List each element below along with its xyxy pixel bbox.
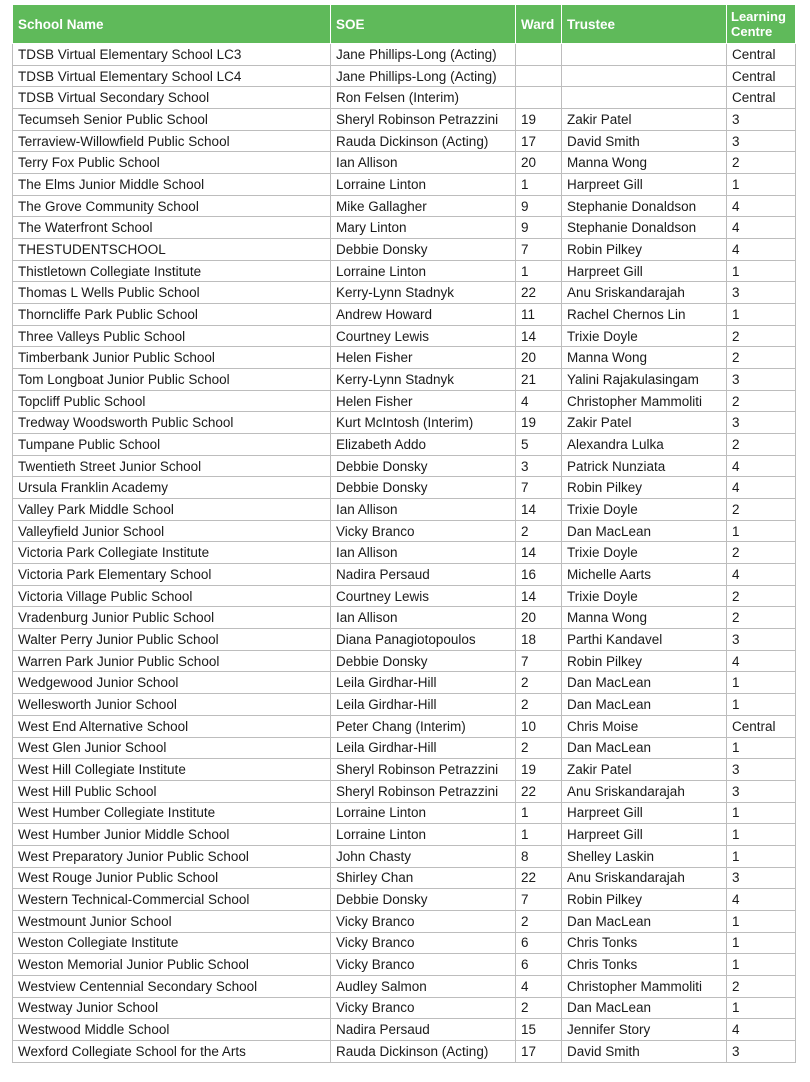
cell-soe: Debbie Donsky [331, 889, 516, 911]
cell-school-name: Western Technical-Commercial School [13, 889, 331, 911]
cell-trustee: Dan MacLean [562, 737, 727, 759]
cell-soe: Vicky Branco [331, 932, 516, 954]
cell-soe: Andrew Howard [331, 304, 516, 326]
cell-ward: 2 [516, 520, 562, 542]
table-row [13, 109, 796, 131]
table-row [13, 65, 796, 87]
cell-learning-centre: 4 [727, 217, 796, 239]
cell-trustee: Christopher Mammoliti [562, 975, 727, 997]
table-row [13, 130, 796, 152]
cell-soe: Helen Fisher [331, 390, 516, 412]
cell-ward: 8 [516, 845, 562, 867]
cell-learning-centre: 3 [727, 412, 796, 434]
cell-school-name: Thistletown Collegiate Institute [13, 260, 331, 282]
cell-soe: Ian Allison [331, 607, 516, 629]
table-row [13, 434, 796, 456]
cell-ward: 22 [516, 867, 562, 889]
cell-trustee: Alexandra Lulka [562, 434, 727, 456]
cell-trustee: Dan MacLean [562, 910, 727, 932]
cell-learning-centre: 1 [727, 694, 796, 716]
cell-school-name: Wexford Collegiate School for the Arts [13, 1040, 331, 1062]
cell-ward: 9 [516, 217, 562, 239]
cell-school-name: The Waterfront School [13, 217, 331, 239]
header-trustee: Trustee [562, 5, 727, 44]
cell-ward: 10 [516, 715, 562, 737]
cell-school-name: Walter Perry Junior Public School [13, 629, 331, 651]
cell-school-name: West Humber Junior Middle School [13, 824, 331, 846]
header-school-name: School Name [13, 5, 331, 44]
table-row [13, 650, 796, 672]
cell-trustee: Robin Pilkey [562, 239, 727, 261]
table-row [13, 607, 796, 629]
cell-soe: Kerry-Lynn Stadnyk [331, 282, 516, 304]
cell-soe: Rauda Dickinson (Acting) [331, 1040, 516, 1062]
cell-trustee: Rachel Chernos Lin [562, 304, 727, 326]
cell-soe: Ian Allison [331, 152, 516, 174]
cell-ward: 18 [516, 629, 562, 651]
cell-learning-centre: 2 [727, 434, 796, 456]
cell-trustee: Michelle Aarts [562, 564, 727, 586]
cell-learning-centre: Central [727, 87, 796, 109]
cell-trustee: Harpreet Gill [562, 260, 727, 282]
cell-ward: 1 [516, 824, 562, 846]
cell-trustee: Zakir Patel [562, 412, 727, 434]
cell-trustee: Christopher Mammoliti [562, 390, 727, 412]
cell-learning-centre: Central [727, 715, 796, 737]
cell-trustee: Zakir Patel [562, 109, 727, 131]
cell-school-name: Warren Park Junior Public School [13, 650, 331, 672]
cell-learning-centre: 4 [727, 239, 796, 261]
cell-soe: John Chasty [331, 845, 516, 867]
cell-school-name: Terraview-Willowfield Public School [13, 130, 331, 152]
cell-ward: 20 [516, 347, 562, 369]
cell-soe: Shirley Chan [331, 867, 516, 889]
cell-soe: Vicky Branco [331, 910, 516, 932]
cell-ward: 20 [516, 607, 562, 629]
cell-school-name: Three Valleys Public School [13, 325, 331, 347]
cell-learning-centre: 1 [727, 260, 796, 282]
cell-learning-centre: Central [727, 65, 796, 87]
cell-learning-centre: 1 [727, 174, 796, 196]
cell-learning-centre: 4 [727, 889, 796, 911]
cell-learning-centre: 2 [727, 975, 796, 997]
cell-ward: 14 [516, 585, 562, 607]
cell-learning-centre: 2 [727, 325, 796, 347]
cell-learning-centre: 1 [727, 824, 796, 846]
cell-ward: 7 [516, 889, 562, 911]
cell-soe: Helen Fisher [331, 347, 516, 369]
cell-school-name: Wellesworth Junior School [13, 694, 331, 716]
cell-ward: 19 [516, 759, 562, 781]
cell-school-name: West Hill Collegiate Institute [13, 759, 331, 781]
cell-school-name: TDSB Virtual Elementary School LC4 [13, 65, 331, 87]
cell-school-name: Victoria Park Elementary School [13, 564, 331, 586]
cell-learning-centre: 3 [727, 867, 796, 889]
cell-soe: Lorraine Linton [331, 824, 516, 846]
cell-trustee: David Smith [562, 1040, 727, 1062]
table-row [13, 845, 796, 867]
cell-ward: 15 [516, 1019, 562, 1041]
cell-ward: 2 [516, 997, 562, 1019]
cell-soe: Kurt McIntosh (Interim) [331, 412, 516, 434]
cell-trustee: Dan MacLean [562, 520, 727, 542]
cell-ward: 4 [516, 390, 562, 412]
cell-trustee [562, 65, 727, 87]
cell-trustee: Parthi Kandavel [562, 629, 727, 651]
cell-soe: Sheryl Robinson Petrazzini [331, 109, 516, 131]
table-row [13, 87, 796, 109]
cell-ward: 7 [516, 477, 562, 499]
table-row [13, 174, 796, 196]
cell-school-name: Westview Centennial Secondary School [13, 975, 331, 997]
cell-trustee: Chris Tonks [562, 954, 727, 976]
cell-soe: Sheryl Robinson Petrazzini [331, 759, 516, 781]
cell-school-name: Ursula Franklin Academy [13, 477, 331, 499]
cell-soe: Debbie Donsky [331, 650, 516, 672]
cell-learning-centre: 3 [727, 130, 796, 152]
table-row [13, 715, 796, 737]
cell-soe: Peter Chang (Interim) [331, 715, 516, 737]
cell-school-name: Valleyfield Junior School [13, 520, 331, 542]
cell-soe: Ron Felsen (Interim) [331, 87, 516, 109]
header-ward: Ward [516, 5, 562, 44]
table-row [13, 304, 796, 326]
cell-learning-centre: 1 [727, 672, 796, 694]
cell-ward: 11 [516, 304, 562, 326]
table-row [13, 260, 796, 282]
cell-soe: Lorraine Linton [331, 260, 516, 282]
cell-soe: Vicky Branco [331, 997, 516, 1019]
cell-learning-centre: 4 [727, 477, 796, 499]
table-row [13, 455, 796, 477]
cell-ward: 9 [516, 195, 562, 217]
cell-learning-centre: 2 [727, 585, 796, 607]
cell-learning-centre: 3 [727, 780, 796, 802]
cell-soe: Vicky Branco [331, 954, 516, 976]
cell-soe: Lorraine Linton [331, 802, 516, 824]
cell-ward: 20 [516, 152, 562, 174]
cell-soe: Debbie Donsky [331, 455, 516, 477]
cell-learning-centre: 2 [727, 542, 796, 564]
cell-trustee: David Smith [562, 130, 727, 152]
cell-learning-centre: 4 [727, 650, 796, 672]
cell-ward: 14 [516, 499, 562, 521]
cell-soe: Leila Girdhar-Hill [331, 737, 516, 759]
cell-soe: Courtney Lewis [331, 325, 516, 347]
cell-learning-centre: 1 [727, 802, 796, 824]
cell-learning-centre: 1 [727, 932, 796, 954]
cell-school-name: Victoria Park Collegiate Institute [13, 542, 331, 564]
cell-trustee: Stephanie Donaldson [562, 217, 727, 239]
cell-school-name: West Glen Junior School [13, 737, 331, 759]
cell-trustee: Robin Pilkey [562, 650, 727, 672]
cell-school-name: Terry Fox Public School [13, 152, 331, 174]
table-row [13, 910, 796, 932]
cell-soe: Sheryl Robinson Petrazzini [331, 780, 516, 802]
cell-ward: 3 [516, 455, 562, 477]
cell-learning-centre: 4 [727, 1019, 796, 1041]
cell-trustee: Jennifer Story [562, 1019, 727, 1041]
cell-school-name: TDSB Virtual Secondary School [13, 87, 331, 109]
cell-school-name: Victoria Village Public School [13, 585, 331, 607]
table-row [13, 390, 796, 412]
cell-learning-centre: 1 [727, 954, 796, 976]
cell-ward: 19 [516, 412, 562, 434]
cell-school-name: Thomas L Wells Public School [13, 282, 331, 304]
cell-school-name: Topcliff Public School [13, 390, 331, 412]
table-row [13, 802, 796, 824]
cell-trustee: Harpreet Gill [562, 824, 727, 846]
cell-ward: 2 [516, 737, 562, 759]
cell-soe: Mike Gallagher [331, 195, 516, 217]
cell-soe: Jane Phillips-Long (Acting) [331, 44, 516, 66]
cell-learning-centre: 3 [727, 109, 796, 131]
table-row [13, 477, 796, 499]
cell-learning-centre: 3 [727, 629, 796, 651]
cell-ward: 2 [516, 910, 562, 932]
cell-soe: Diana Panagiotopoulos [331, 629, 516, 651]
table-row [13, 412, 796, 434]
table-row [13, 325, 796, 347]
cell-trustee [562, 87, 727, 109]
cell-trustee: Dan MacLean [562, 694, 727, 716]
cell-learning-centre: 4 [727, 455, 796, 477]
cell-soe: Ian Allison [331, 499, 516, 521]
cell-ward: 5 [516, 434, 562, 456]
cell-school-name: Twentieth Street Junior School [13, 455, 331, 477]
cell-ward: 14 [516, 325, 562, 347]
cell-ward: 16 [516, 564, 562, 586]
cell-soe: Debbie Donsky [331, 477, 516, 499]
table-row [13, 1019, 796, 1041]
cell-school-name: Tumpane Public School [13, 434, 331, 456]
cell-learning-centre: 4 [727, 195, 796, 217]
cell-ward: 1 [516, 802, 562, 824]
cell-learning-centre: 1 [727, 520, 796, 542]
cell-ward: 2 [516, 694, 562, 716]
cell-school-name: West Preparatory Junior Public School [13, 845, 331, 867]
cell-school-name: Westway Junior School [13, 997, 331, 1019]
cell-ward: 4 [516, 975, 562, 997]
cell-school-name: West Hill Public School [13, 780, 331, 802]
cell-trustee [562, 44, 727, 66]
table-header [13, 5, 796, 44]
cell-learning-centre: 3 [727, 369, 796, 391]
table-row [13, 369, 796, 391]
cell-learning-centre: 4 [727, 564, 796, 586]
table-row [13, 152, 796, 174]
cell-trustee: Zakir Patel [562, 759, 727, 781]
table-row [13, 780, 796, 802]
cell-soe: Jane Phillips-Long (Acting) [331, 65, 516, 87]
cell-ward: 6 [516, 954, 562, 976]
cell-ward: 6 [516, 932, 562, 954]
cell-school-name: TDSB Virtual Elementary School LC3 [13, 44, 331, 66]
cell-learning-centre: 3 [727, 1040, 796, 1062]
cell-trustee: Trixie Doyle [562, 325, 727, 347]
cell-learning-centre: 1 [727, 845, 796, 867]
cell-trustee: Manna Wong [562, 347, 727, 369]
cell-soe: Leila Girdhar-Hill [331, 672, 516, 694]
cell-school-name: Wedgewood Junior School [13, 672, 331, 694]
cell-learning-centre: 1 [727, 737, 796, 759]
cell-soe: Debbie Donsky [331, 239, 516, 261]
cell-soe: Courtney Lewis [331, 585, 516, 607]
cell-soe: Kerry-Lynn Stadnyk [331, 369, 516, 391]
cell-trustee: Robin Pilkey [562, 889, 727, 911]
cell-trustee: Trixie Doyle [562, 499, 727, 521]
cell-school-name: West Humber Collegiate Institute [13, 802, 331, 824]
cell-school-name: Tecumseh Senior Public School [13, 109, 331, 131]
cell-learning-centre: 1 [727, 304, 796, 326]
cell-learning-centre: Central [727, 44, 796, 66]
cell-soe: Vicky Branco [331, 520, 516, 542]
cell-learning-centre: 3 [727, 759, 796, 781]
table-row [13, 867, 796, 889]
table-row [13, 499, 796, 521]
cell-trustee: Trixie Doyle [562, 585, 727, 607]
cell-ward [516, 65, 562, 87]
table-row [13, 672, 796, 694]
cell-school-name: West Rouge Junior Public School [13, 867, 331, 889]
schools-table [12, 4, 796, 1063]
table-row [13, 1040, 796, 1062]
cell-learning-centre: 2 [727, 347, 796, 369]
cell-trustee: Anu Sriskandarajah [562, 780, 727, 802]
cell-trustee: Stephanie Donaldson [562, 195, 727, 217]
table-row [13, 759, 796, 781]
cell-ward: 17 [516, 1040, 562, 1062]
cell-ward: 7 [516, 650, 562, 672]
cell-ward: 22 [516, 282, 562, 304]
cell-school-name: Westwood Middle School [13, 1019, 331, 1041]
cell-soe: Nadira Persaud [331, 564, 516, 586]
cell-trustee: Trixie Doyle [562, 542, 727, 564]
table-row [13, 694, 796, 716]
cell-ward: 17 [516, 130, 562, 152]
table-row [13, 542, 796, 564]
cell-soe: Mary Linton [331, 217, 516, 239]
cell-ward [516, 44, 562, 66]
cell-school-name: Tredway Woodsworth Public School [13, 412, 331, 434]
cell-school-name: Weston Collegiate Institute [13, 932, 331, 954]
cell-school-name: Weston Memorial Junior Public School [13, 954, 331, 976]
cell-school-name: Tom Longboat Junior Public School [13, 369, 331, 391]
table-row [13, 195, 796, 217]
cell-trustee: Chris Tonks [562, 932, 727, 954]
cell-ward: 7 [516, 239, 562, 261]
cell-learning-centre: 2 [727, 499, 796, 521]
cell-ward: 1 [516, 174, 562, 196]
cell-ward: 2 [516, 672, 562, 694]
table-body [13, 44, 796, 1063]
table-row [13, 44, 796, 66]
cell-school-name: The Elms Junior Middle School [13, 174, 331, 196]
cell-ward: 14 [516, 542, 562, 564]
cell-trustee: Anu Sriskandarajah [562, 867, 727, 889]
cell-trustee: Chris Moise [562, 715, 727, 737]
cell-school-name: Valley Park Middle School [13, 499, 331, 521]
table-row [13, 889, 796, 911]
cell-learning-centre: 1 [727, 910, 796, 932]
cell-trustee: Patrick Nunziata [562, 455, 727, 477]
cell-soe: Audley Salmon [331, 975, 516, 997]
header-soe: SOE [331, 5, 516, 44]
table-row [13, 629, 796, 651]
table-row [13, 975, 796, 997]
cell-soe: Elizabeth Addo [331, 434, 516, 456]
cell-soe: Nadira Persaud [331, 1019, 516, 1041]
cell-trustee: Harpreet Gill [562, 802, 727, 824]
cell-trustee: Anu Sriskandarajah [562, 282, 727, 304]
cell-school-name: Vradenburg Junior Public School [13, 607, 331, 629]
cell-trustee: Dan MacLean [562, 997, 727, 1019]
cell-trustee: Manna Wong [562, 607, 727, 629]
table-row [13, 737, 796, 759]
cell-ward: 1 [516, 260, 562, 282]
cell-trustee: Dan MacLean [562, 672, 727, 694]
cell-learning-centre: 2 [727, 607, 796, 629]
cell-learning-centre: 2 [727, 390, 796, 412]
cell-trustee: Robin Pilkey [562, 477, 727, 499]
table-row [13, 954, 796, 976]
cell-trustee: Shelley Laskin [562, 845, 727, 867]
cell-school-name: Westmount Junior School [13, 910, 331, 932]
table-row [13, 217, 796, 239]
header-row [13, 5, 796, 44]
table-row [13, 520, 796, 542]
cell-school-name: Timberbank Junior Public School [13, 347, 331, 369]
cell-trustee: Manna Wong [562, 152, 727, 174]
cell-ward: 22 [516, 780, 562, 802]
table-row [13, 824, 796, 846]
cell-learning-centre: 1 [727, 997, 796, 1019]
table-row [13, 997, 796, 1019]
cell-ward: 21 [516, 369, 562, 391]
table-row [13, 585, 796, 607]
cell-school-name: West End Alternative School [13, 715, 331, 737]
cell-trustee: Yalini Rajakulasingam [562, 369, 727, 391]
cell-school-name: THESTUDENTSCHOOL [13, 239, 331, 261]
cell-ward [516, 87, 562, 109]
cell-soe: Lorraine Linton [331, 174, 516, 196]
cell-school-name: The Grove Community School [13, 195, 331, 217]
table-row [13, 347, 796, 369]
cell-trustee: Harpreet Gill [562, 174, 727, 196]
table-row [13, 932, 796, 954]
table-row [13, 239, 796, 261]
cell-ward: 19 [516, 109, 562, 131]
table-row [13, 282, 796, 304]
cell-learning-centre: 2 [727, 152, 796, 174]
cell-school-name: Thorncliffe Park Public School [13, 304, 331, 326]
cell-soe: Rauda Dickinson (Acting) [331, 130, 516, 152]
table-row [13, 564, 796, 586]
cell-learning-centre: 3 [727, 282, 796, 304]
cell-soe: Leila Girdhar-Hill [331, 694, 516, 716]
cell-soe: Ian Allison [331, 542, 516, 564]
header-learning-centre: Learning Centre [727, 5, 796, 44]
